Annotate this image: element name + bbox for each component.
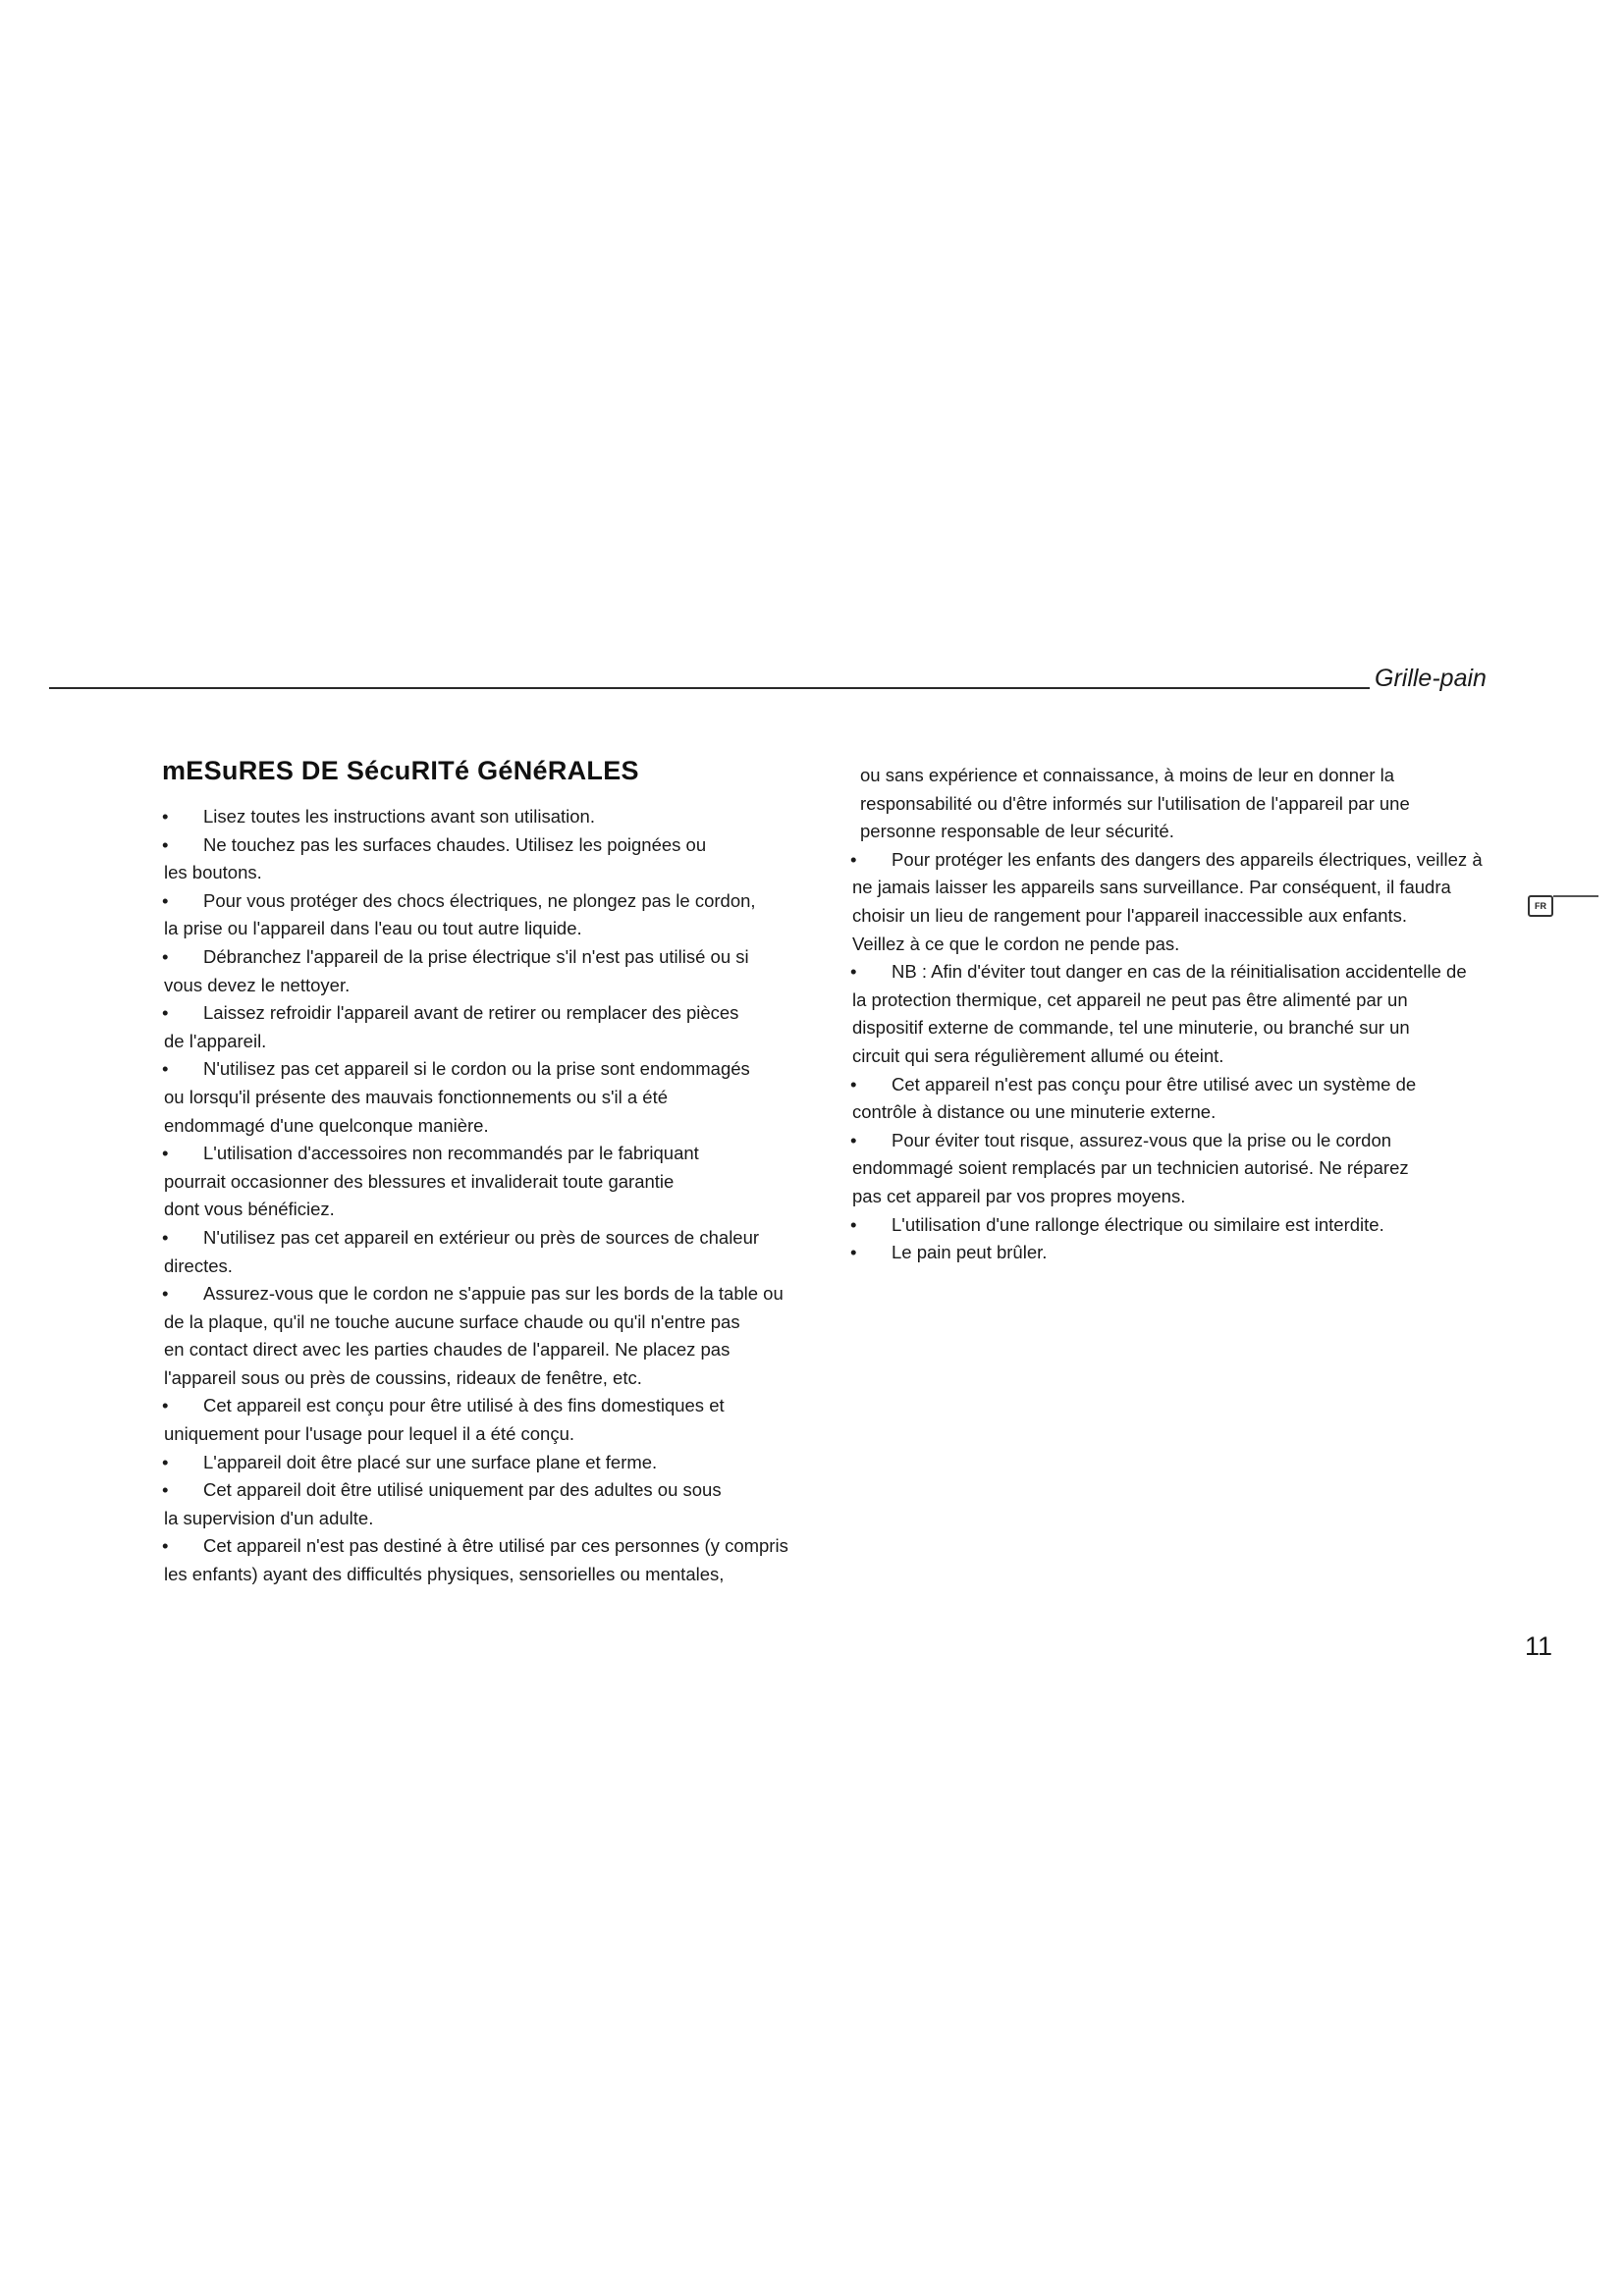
- bullet-text-line: endommagé d'une quelconque manière.: [164, 1114, 489, 1136]
- bullet-item: [162, 943, 839, 999]
- bullet-text-line: directes.: [164, 1255, 233, 1276]
- bullet-text-line: Pour protéger les enfants des dangers des appareils électriques, veillez à: [892, 848, 1483, 870]
- bullet-item: [162, 831, 839, 887]
- bullet-icon: •: [162, 1058, 169, 1080]
- bullet-icon: •: [850, 1129, 857, 1150]
- paragraph-line: responsabilité ou d'être informés sur l'utilisation de l'appareil par une: [860, 792, 1410, 814]
- bullet-text-line: Assurez-vous que le cordon ne s'appuie pas sur les bords de la table ou: [203, 1283, 784, 1305]
- bullet-item: [162, 1140, 839, 1224]
- bullet-text-line: la protection thermique, cet appareil ne peut pas être alimenté par un: [852, 988, 1408, 1010]
- bullet-item: [162, 803, 839, 831]
- bullet-icon: •: [162, 1535, 169, 1557]
- bullet-text-line: Laissez refroidir l'appareil avant de retirer ou remplacer des pièces: [203, 1002, 739, 1024]
- bullet-text-line: uniquement pour l'usage pour lequel il a été conçu.: [164, 1423, 575, 1445]
- bullet-icon: •: [162, 1479, 169, 1501]
- bullet-text-line: dispositif externe de commande, tel une minuterie, ou branché sur un: [852, 1017, 1410, 1039]
- bullet-icon: •: [162, 1143, 169, 1164]
- bullet-text-line: NB : Afin d'éviter tout danger en cas de la réinitialisation accidentelle de: [892, 961, 1467, 983]
- bullet-text-line: ne jamais laisser les appareils sans surveillance. Par conséquent, il faudra: [852, 877, 1451, 898]
- bullet-text-line: en contact direct avec les parties chaudes de l'appareil. Ne placez pas: [164, 1339, 731, 1361]
- bullet-icon: •: [850, 1213, 857, 1235]
- header-rule: [49, 687, 1370, 689]
- bullet-text-line: Cet appareil est conçu pour être utilisé à des fins domestiques et: [203, 1395, 725, 1416]
- bullet-item: [162, 1392, 839, 1448]
- bullet-text-line: ou lorsqu'il présente des mauvais fonctionnements ou s'il a été: [164, 1086, 669, 1107]
- bullet-text-line: Veillez à ce que le cordon ne pende pas.: [852, 933, 1180, 954]
- bullet-icon: •: [162, 833, 169, 855]
- bullet-text-line: L'utilisation d'une rallonge électrique ou similaire est interdite.: [892, 1213, 1384, 1235]
- running-header-title: Grille-pain: [1375, 665, 1487, 692]
- bullet-icon: •: [162, 1395, 169, 1416]
- bullet-text-line: N'utilisez pas cet appareil en extérieur ou près de sources de chaleur: [203, 1226, 760, 1248]
- left-column: [162, 803, 839, 1589]
- paragraph-line: personne responsable de leur sécurité.: [860, 821, 1174, 842]
- bullet-text-line: Cet appareil n'est pas conçu pour être utilisé avec un système de: [892, 1073, 1417, 1095]
- bullet-text-line: de l'appareil.: [164, 1030, 267, 1051]
- bullet-icon: •: [162, 1226, 169, 1248]
- bullet-icon: •: [850, 1073, 857, 1095]
- bullet-icon: •: [162, 889, 169, 911]
- bullet-text-line: les boutons.: [164, 862, 262, 883]
- bullet-text-line: Pour vous protéger des chocs électriques, ne plongez pas le cordon,: [203, 889, 756, 911]
- bullet-text-line: endommagé soient remplacés par un technicien autorisé. Ne réparez: [852, 1157, 1409, 1179]
- section-title: mESuRES DE SécuRITé GéNéRALES: [162, 756, 639, 785]
- right-bullet-list: [850, 846, 1518, 1267]
- bullet-text-line: circuit qui sera régulièrement allumé ou éteint.: [852, 1044, 1224, 1066]
- bullet-item: [162, 1532, 839, 1588]
- bullet-item: [850, 1239, 1518, 1267]
- bullet-item: [850, 846, 1518, 958]
- bullet-icon: •: [162, 1283, 169, 1305]
- bullet-text-line: pourrait occasionner des blessures et invaliderait toute garantie: [164, 1170, 675, 1192]
- bullet-text-line: Débranchez l'appareil de la prise électrique s'il n'est pas utilisé ou si: [203, 945, 749, 967]
- bullet-text-line: la prise ou l'appareil dans l'eau ou tout autre liquide.: [164, 918, 582, 939]
- bullet-icon: •: [850, 1242, 857, 1263]
- bullet-text-line: L'utilisation d'accessoires non recommandés par le fabriquant: [203, 1143, 699, 1164]
- bullet-item: [162, 1280, 839, 1392]
- bullet-text-line: pas cet appareil par vos propres moyens.: [852, 1185, 1186, 1206]
- bullet-icon: •: [162, 1451, 169, 1472]
- bullet-item: [850, 1127, 1518, 1211]
- bullet-item: [850, 1071, 1518, 1127]
- bullet-text-line: Le pain peut brûler.: [892, 1242, 1048, 1263]
- bullet-text-line: choisir un lieu de rangement pour l'appareil inaccessible aux enfants.: [852, 904, 1408, 926]
- bullet-icon: •: [850, 848, 857, 870]
- right-column: [850, 762, 1518, 1267]
- bullet-item: [162, 1449, 839, 1477]
- bullet-text-line: les enfants) ayant des difficultés physiques, sensorielles ou mentales,: [164, 1564, 725, 1585]
- bullet-text-line: contrôle à distance ou une minuterie externe.: [852, 1101, 1217, 1123]
- bullet-item: [850, 1211, 1518, 1240]
- bullet-text-line: de la plaque, qu'il ne touche aucune surface chaude ou qu'il n'entre pas: [164, 1310, 740, 1332]
- bullet-item: [162, 1476, 839, 1532]
- bullet-text-line: Cet appareil n'est pas destiné à être utilisé par ces personnes (y compris: [203, 1535, 788, 1557]
- language-badge: FR: [1528, 895, 1553, 917]
- bullet-item: [162, 1224, 839, 1280]
- bullet-text-line: Cet appareil doit être utilisé uniquement par des adultes ou sous: [203, 1479, 722, 1501]
- bullet-text-line: l'appareil sous ou près de coussins, rideaux de fenêtre, etc.: [164, 1366, 642, 1388]
- bullet-icon: •: [162, 806, 169, 827]
- continued-paragraph: [850, 762, 1518, 846]
- bullet-text-line: la supervision d'un adulte.: [164, 1507, 374, 1528]
- bullet-text-line: L'appareil doit être placé sur une surface plane et ferme.: [203, 1451, 658, 1472]
- bullet-icon: •: [850, 961, 857, 983]
- bullet-item: [162, 1055, 839, 1140]
- language-tab-rule: [1553, 895, 1598, 897]
- bullet-text-line: Lisez toutes les instructions avant son utilisation.: [203, 806, 595, 827]
- bullet-item: [850, 958, 1518, 1070]
- bullet-icon: •: [162, 945, 169, 967]
- paragraph-line: ou sans expérience et connaissance, à moins de leur en donner la: [860, 765, 1395, 785]
- bullet-icon: •: [162, 1002, 169, 1024]
- bullet-text-line: Ne touchez pas les surfaces chaudes. Utilisez les poignées ou: [203, 833, 707, 855]
- bullet-item: [162, 999, 839, 1055]
- page-number: 11: [1525, 1631, 1553, 1661]
- bullet-text-line: vous devez le nettoyer.: [164, 974, 351, 995]
- bullet-text-line: Pour éviter tout risque, assurez-vous que la prise ou le cordon: [892, 1129, 1392, 1150]
- bullet-text-line: N'utilisez pas cet appareil si le cordon ou la prise sont endommagés: [203, 1058, 750, 1080]
- bullet-item: [162, 887, 839, 943]
- bullet-text-line: dont vous bénéficiez.: [164, 1199, 335, 1220]
